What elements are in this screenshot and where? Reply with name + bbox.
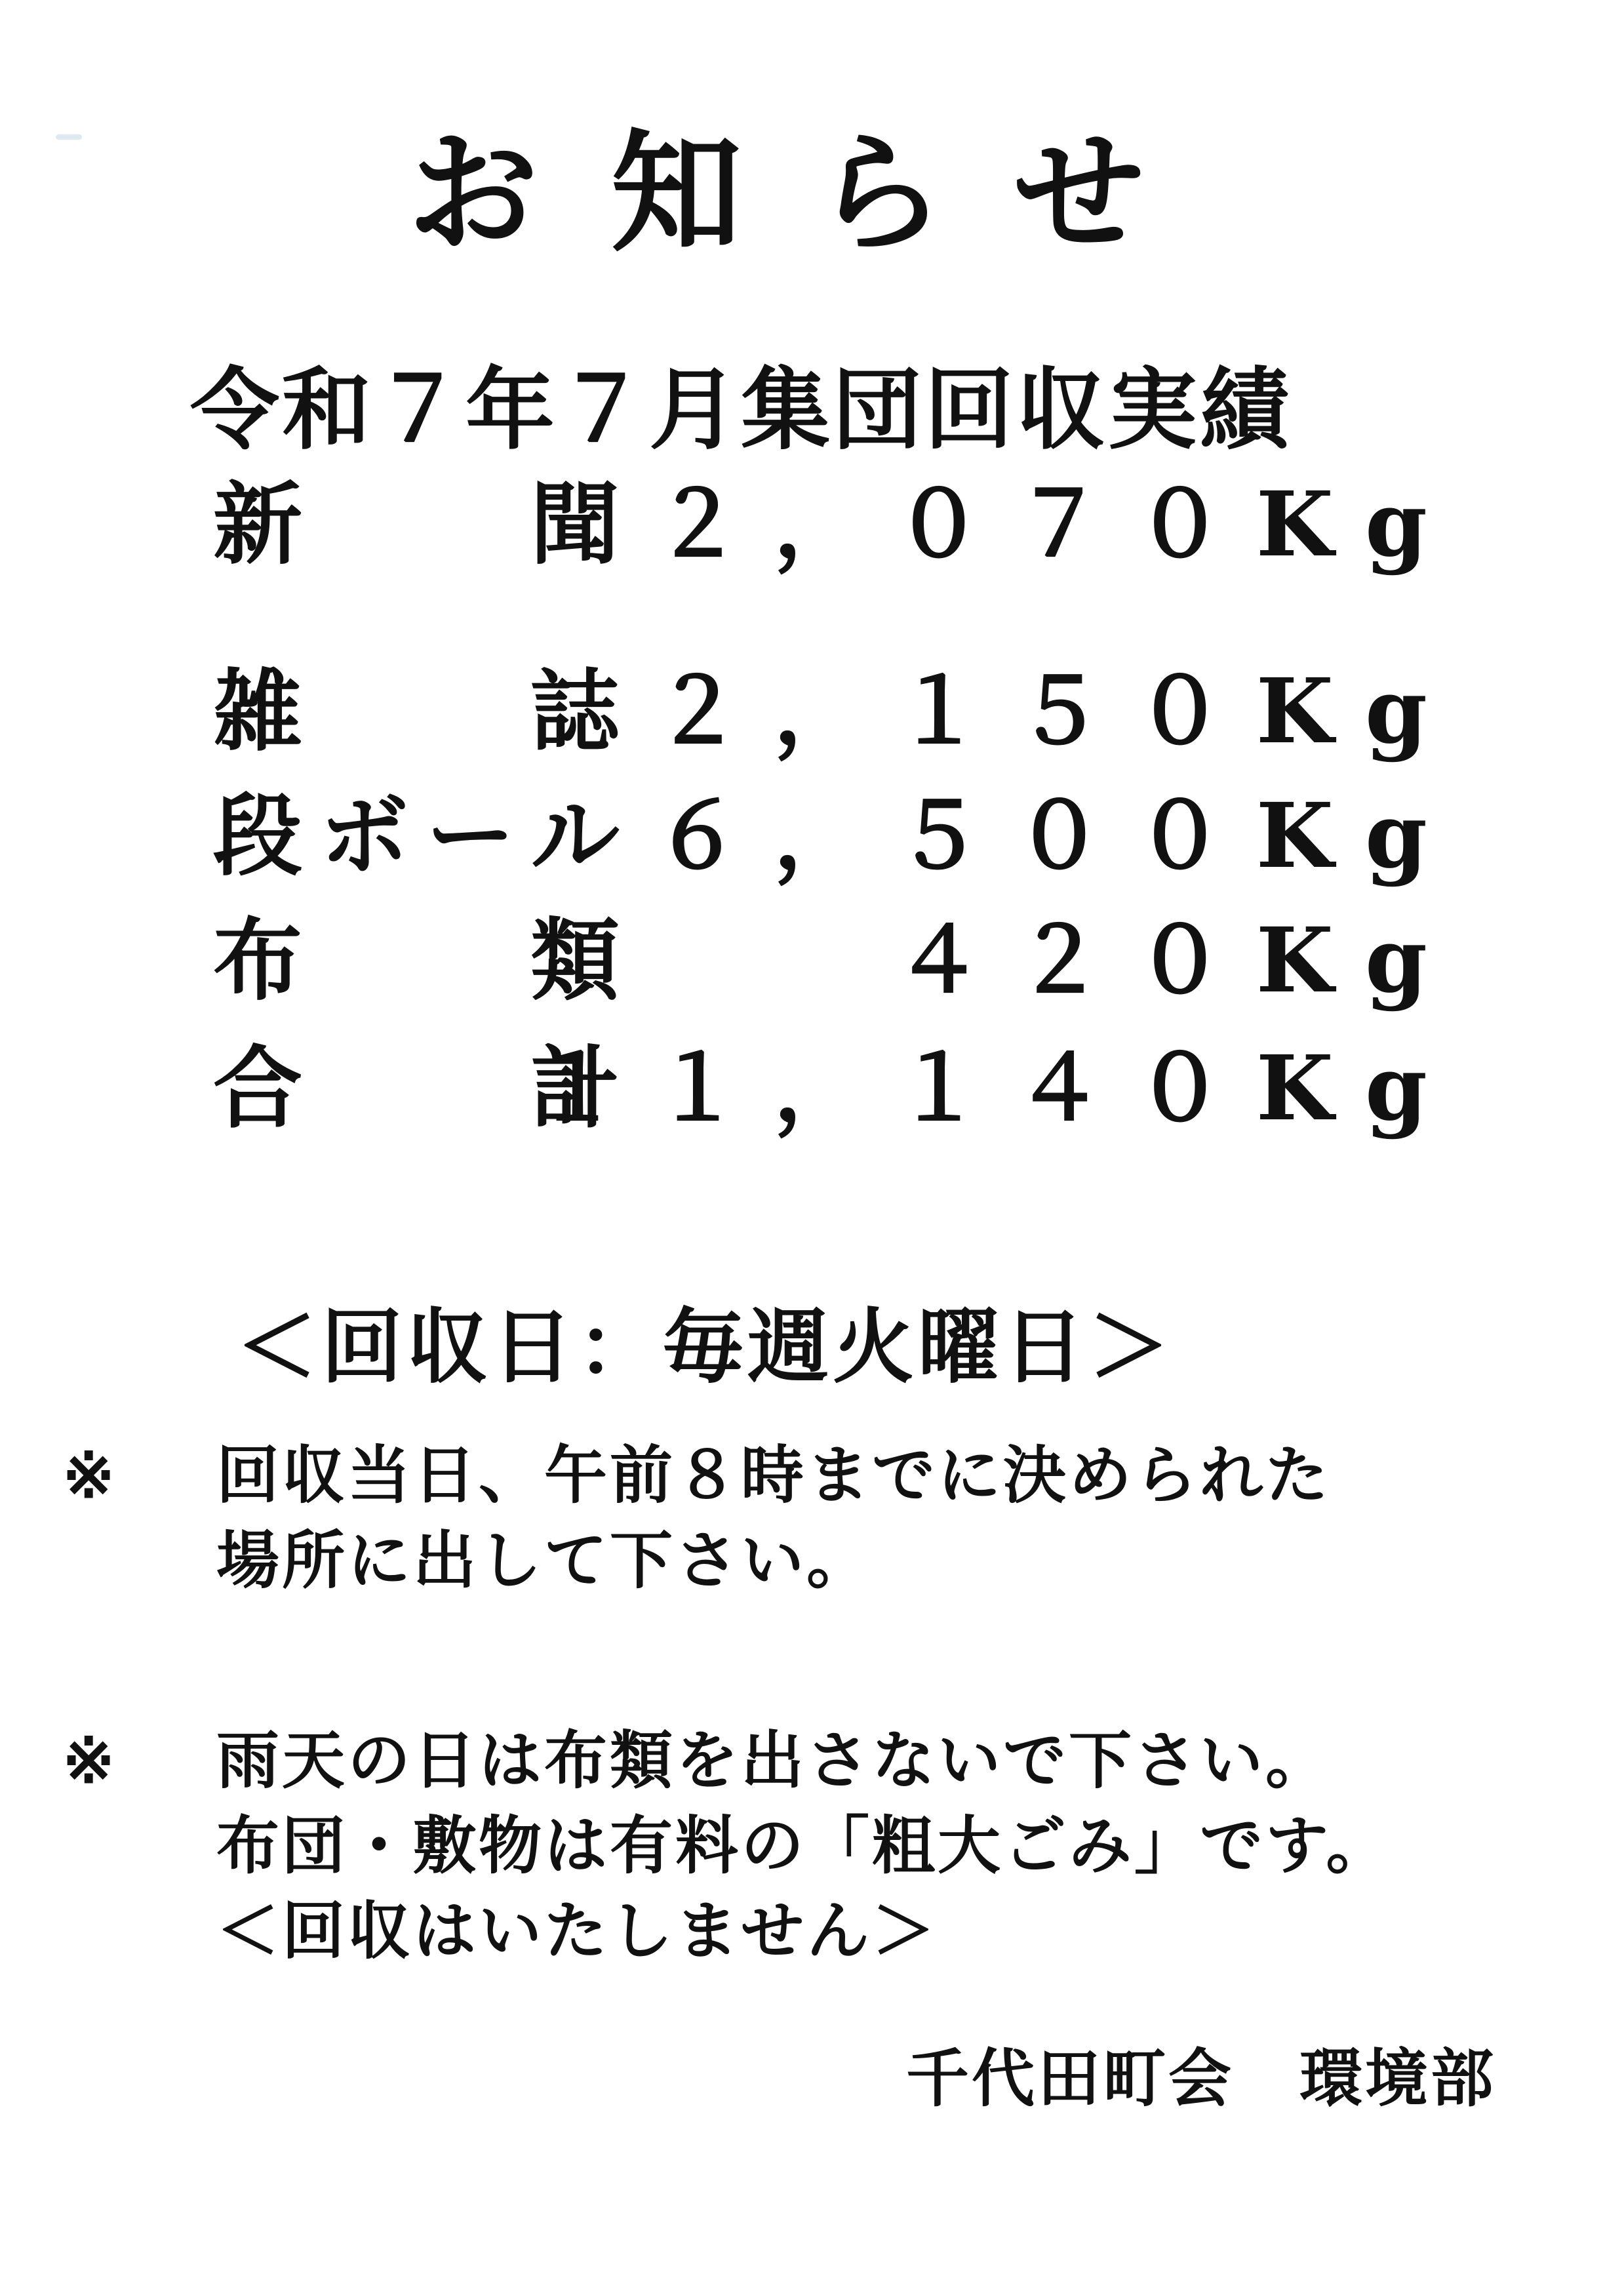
note-line: 場所に出して下さい。 (216, 1523, 872, 1597)
note-line: ＜回収はいたしません＞ (216, 1894, 938, 1968)
result-label: 雑誌 (213, 659, 620, 764)
result-amount: ２，０７０Kg (652, 472, 1459, 577)
reference-mark: ※ (62, 1438, 115, 1512)
result-row-newspaper (213, 472, 1459, 577)
result-row-magazine (213, 659, 1459, 764)
result-amount: １１，１４０Kg (532, 1036, 1459, 1141)
result-label: 布類 (213, 908, 620, 1013)
result-row-cloth (213, 908, 1459, 1013)
note-line: 回収当日、午前８時までに決められた (216, 1438, 1331, 1512)
collection-results-heading: 令和７年７月集団回収実績 (190, 357, 1292, 462)
result-amount: ６，５００Kg (652, 784, 1459, 888)
note-line: 雨天の日は布類を出さないで下さい。 (216, 1723, 1331, 1797)
reference-mark: ※ (62, 1723, 115, 1797)
result-amount: ４２０Kg (894, 908, 1459, 1013)
result-row-total (213, 1036, 1459, 1141)
result-label: 合計 (213, 1036, 620, 1141)
result-row-cardboard (213, 784, 1459, 888)
note-line: 布団・敷物は有料の「粗大ごみ」です。 (216, 1808, 1392, 1883)
collection-day: ＜回収日：毎週火曜日＞ (236, 1300, 1174, 1395)
result-amount: ２，１５０Kg (652, 659, 1459, 764)
result-label: 段ボール (213, 784, 620, 888)
issuer-signature: 千代田町会 環境部 (906, 2041, 1496, 2115)
result-label: 新聞 (213, 472, 620, 577)
notice-title: お知らせ (407, 116, 1217, 270)
